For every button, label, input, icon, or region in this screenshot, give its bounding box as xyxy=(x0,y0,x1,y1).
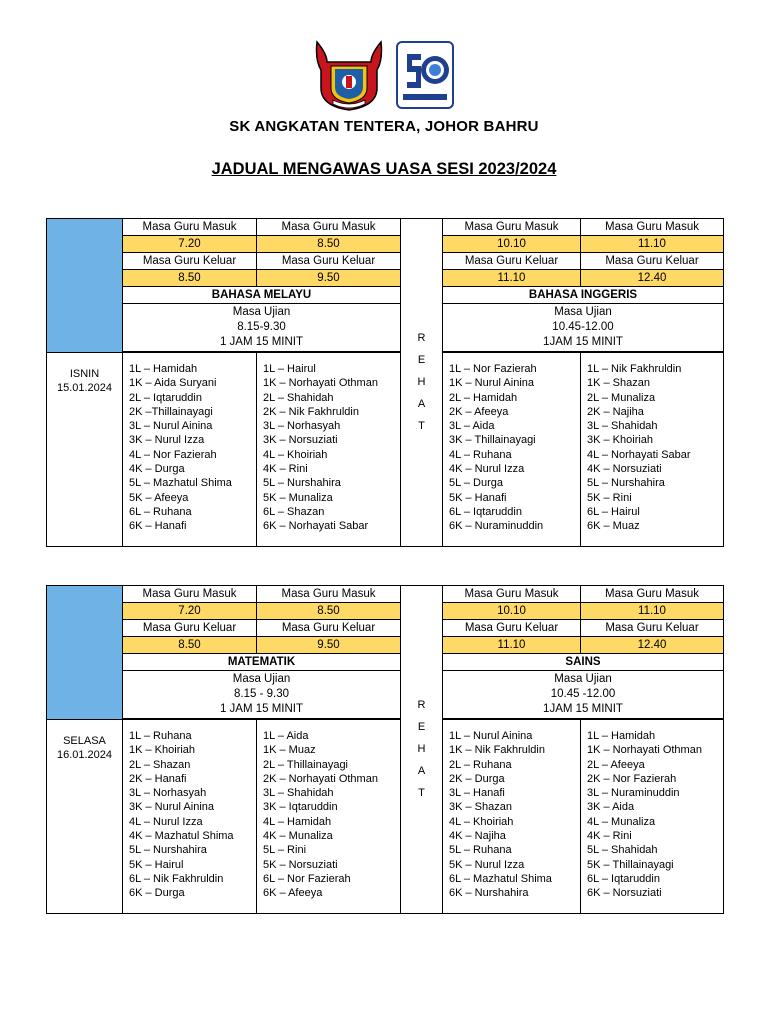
masuk-time: 7.20 xyxy=(123,603,257,620)
masa-masuk-label: Masa Guru Masuk xyxy=(443,219,581,236)
invigilator-entry: 4K – Mazhatul Shima xyxy=(129,830,234,843)
invigilator-entry: 2K – Norhayati Othman xyxy=(263,772,378,785)
invigilator-entry: 3L – Hanafi xyxy=(449,787,505,800)
invigilator-list xyxy=(123,720,256,913)
invigilator-entry: 5K – Hairul xyxy=(129,858,184,871)
invigilator-entry: 5K – Nurul Izza xyxy=(449,858,525,871)
masa-masuk-label: Masa Guru Masuk xyxy=(257,586,401,603)
invigilator-entry: 3K – Nurul Ainina xyxy=(129,801,214,814)
invigilator-column xyxy=(123,720,257,914)
masa-masuk-label: Masa Guru Masuk xyxy=(123,219,257,236)
invigilator-entry: 1K – Khoiriah xyxy=(129,744,196,757)
masa-keluar-label: Masa Guru Keluar xyxy=(443,620,581,637)
invigilator-entry: 6K – Norhayati Sabar xyxy=(263,520,369,533)
invigilator-entry: 6L – Shazan xyxy=(263,505,325,518)
invigilator-entry: 2L – Ruhana xyxy=(449,758,512,771)
masa-masuk-label: Masa Guru Masuk xyxy=(123,586,257,603)
invigilator-list xyxy=(123,353,256,546)
invigilator-entry: 1K – Norhayati Othman xyxy=(587,744,702,757)
invigilator-entry: 3K – Khoiriah xyxy=(587,434,654,447)
invigilator-entry: 1K – Nurul Ainina xyxy=(449,377,534,390)
invigilator-entry: 1L – Nik Fakhruldin xyxy=(587,363,682,375)
invigilator-entry: 4L – Khoiriah xyxy=(449,815,514,828)
invigilator-entry: 2K – Nor Fazierah xyxy=(587,772,677,785)
invigilator-entry: 1L – Aida xyxy=(263,730,309,742)
invigilator-entry: 2L – Iqtaruddin xyxy=(129,391,202,404)
exam-duration: 1 JAM 15 MINIT xyxy=(219,336,304,348)
invigilator-entry: 3K – Iqtaruddin xyxy=(263,801,338,814)
invigilator-entry: 5L – Durga xyxy=(449,477,504,490)
document-title xyxy=(0,160,768,179)
invigilator-entry: 6K – Durga xyxy=(129,887,185,900)
exam-duration: 1JAM 15 MINIT xyxy=(543,703,623,715)
invigilator-entry: 6L – Iqtaruddin xyxy=(587,872,660,885)
invigilator-entry: 5L – Nurshahira xyxy=(263,477,341,490)
exam-time-block xyxy=(443,304,724,352)
invigilator-column xyxy=(443,353,581,547)
day-cell xyxy=(47,720,123,914)
masa-keluar-label: Masa Guru Keluar xyxy=(257,253,401,270)
invigilator-list xyxy=(257,720,400,913)
invigilator-entry: 6L – Nik Fakhruldin xyxy=(129,872,224,885)
invigilator-list xyxy=(581,720,723,913)
invigilator-entry: 4K – Durga xyxy=(129,463,185,476)
invigilator-entry: 4L – Norhayati Sabar xyxy=(587,448,691,461)
invigilator-entry: 2K –Thillainayagi xyxy=(129,405,213,418)
masuk-time: 10.10 xyxy=(443,603,581,620)
invigilator-entry: 3K – Thillainayagi xyxy=(449,434,536,447)
invigilator-entry: 4K – Rini xyxy=(263,463,308,476)
invigilator-entry: 5K – Munaliza xyxy=(263,491,333,504)
invigilator-entry: 2K – Hanafi xyxy=(129,772,187,785)
day-cell xyxy=(47,353,123,547)
masa-keluar-label: Masa Guru Keluar xyxy=(257,620,401,637)
rehat-letter: T xyxy=(418,787,425,800)
subject-title: MATEMATIK xyxy=(123,654,401,671)
exam-time-block xyxy=(443,671,724,719)
invigilator-entry: 2K – Afeeya xyxy=(449,405,509,418)
masuk-time: 8.50 xyxy=(257,603,401,620)
rehat-column xyxy=(401,219,443,547)
day-date: 15.01.2024 xyxy=(56,382,113,394)
invigilator-entry: 1K – Muaz xyxy=(263,744,316,757)
invigilator-entry: 5L – Nurshahira xyxy=(587,477,665,490)
invigilator-entry: 1L – Ruhana xyxy=(129,730,192,742)
keluar-time: 11.10 xyxy=(443,270,581,287)
invigilator-entry: 6K – Norsuziati xyxy=(587,887,662,900)
invigilator-column xyxy=(257,353,401,547)
masa-ujian-label: Masa Ujian xyxy=(232,306,291,318)
day-name: SELASA xyxy=(63,735,106,747)
exam-time: 10.45 -12.00 xyxy=(550,688,616,700)
invigilator-entry: 6L – Ruhana xyxy=(129,505,192,518)
masa-masuk-label: Masa Guru Masuk xyxy=(257,219,401,236)
invigilator-entry: 1K – Shazan xyxy=(587,377,650,390)
invigilator-entry: 1K – Nik Fakhruldin xyxy=(449,744,545,757)
invigilator-entry: 4L – Hamidah xyxy=(263,815,332,828)
invigilator-entry: 3K – Shazan xyxy=(449,801,512,814)
invigilator-entry: 2L – Afeeya xyxy=(587,758,645,771)
rehat-letter: A xyxy=(417,765,426,778)
invigilator-entry: 5L – Mazhatul Shima xyxy=(129,477,232,490)
invigilator-entry: 5K – Afeeya xyxy=(129,491,189,504)
invigilator-entry: 5K – Norsuziati xyxy=(263,858,338,871)
masuk-time: 8.50 xyxy=(257,236,401,253)
masa-keluar-label: Masa Guru Keluar xyxy=(123,253,257,270)
masa-ujian-label: Masa Ujian xyxy=(232,673,291,685)
ministry-25-logo xyxy=(395,40,455,112)
invigilator-entry: 4K – Nurul Izza xyxy=(449,463,525,476)
keluar-time: 8.50 xyxy=(123,270,257,287)
invigilator-entry: 2L – Hamidah xyxy=(449,391,518,404)
invigilator-entry: 3K – Norsuziati xyxy=(263,434,338,447)
masa-keluar-label: Masa Guru Keluar xyxy=(581,253,724,270)
keluar-time: 8.50 xyxy=(123,637,257,654)
masa-keluar-label: Masa Guru Keluar xyxy=(581,620,724,637)
invigilator-entry: 3L – Nuraminuddin xyxy=(587,787,680,800)
day-header-blank xyxy=(47,219,123,353)
rehat-letter: E xyxy=(417,354,426,367)
invigilator-entry: 2K – Najiha xyxy=(587,405,644,418)
invigilator-entry: 6K – Muaz xyxy=(587,520,640,533)
keluar-time: 11.10 xyxy=(443,637,581,654)
subject-title: BAHASA MELAYU xyxy=(123,287,401,304)
masa-masuk-label: Masa Guru Masuk xyxy=(581,219,724,236)
invigilator-entry: 3L – Aida xyxy=(449,420,495,433)
invigilator-entry: 6K – Hanafi xyxy=(129,520,187,533)
invigilator-entry: 5K – Thillainayagi xyxy=(587,858,674,871)
masa-keluar-label: Masa Guru Keluar xyxy=(443,253,581,270)
invigilator-column xyxy=(581,353,724,547)
invigilator-entry: 2K – Nik Fakhruldin xyxy=(263,405,359,418)
exam-time: 8.15-9.30 xyxy=(237,321,286,333)
invigilator-column xyxy=(257,720,401,914)
invigilator-entry: 4K – Rini xyxy=(587,830,632,843)
invigilator-entry: 4L – Nor Fazierah xyxy=(129,448,217,461)
invigilator-entry: 4L – Khoiriah xyxy=(263,448,328,461)
invigilator-entry: 2L – Thillainayagi xyxy=(263,758,349,771)
invigilator-entry: 3K – Aida xyxy=(587,801,635,814)
school-crest-logo xyxy=(313,40,385,112)
school-name: SK ANGKATAN TENTERA, JOHOR BAHRU xyxy=(229,118,539,135)
invigilator-list xyxy=(443,353,580,546)
invigilator-entry: 3L – Norhasyah xyxy=(129,787,207,800)
invigilator-column xyxy=(123,353,257,547)
masa-keluar-label: Masa Guru Keluar xyxy=(123,620,257,637)
rehat-letter: A xyxy=(417,398,426,411)
masa-ujian-label: Masa Ujian xyxy=(554,673,612,685)
invigilator-entry: 5L – Shahidah xyxy=(587,844,658,857)
exam-time: 10.45-12.00 xyxy=(552,321,614,333)
invigilator-list xyxy=(581,353,723,546)
subject-title: SAINS xyxy=(443,654,724,671)
exam-time: 8.15 - 9.30 xyxy=(234,688,289,700)
exam-time-block xyxy=(123,304,401,352)
invigilator-entry: 6L – Nor Fazierah xyxy=(263,872,351,885)
day-date: 16.01.2024 xyxy=(56,749,113,761)
keluar-time: 9.50 xyxy=(257,270,401,287)
invigilator-entry: 3L – Nurul Ainina xyxy=(129,420,213,433)
invigilator-entry: 4K – Najiha xyxy=(449,830,506,843)
day-header-blank xyxy=(47,586,123,720)
invigilator-entry: 5L – Ruhana xyxy=(449,844,512,857)
rehat-letter: H xyxy=(417,376,426,389)
invigilator-entry: 1K – Aida Suryani xyxy=(129,377,217,390)
invigilator-list xyxy=(443,720,580,913)
invigilator-entry: 3L – Shahidah xyxy=(263,787,334,800)
invigilator-entry: 3L – Shahidah xyxy=(587,420,658,433)
masuk-time: 7.20 xyxy=(123,236,257,253)
invigilator-entry: 4K – Norsuziati xyxy=(587,463,662,476)
invigilator-entry: 6L – Iqtaruddin xyxy=(449,505,522,518)
invigilator-entry: 1K – Norhayati Othman xyxy=(263,377,378,390)
invigilator-entry: 1L – Hamidah xyxy=(129,363,198,375)
rehat-letter: T xyxy=(418,420,425,433)
invigilator-column xyxy=(581,720,724,914)
masa-masuk-label: Masa Guru Masuk xyxy=(443,586,581,603)
invigilator-entry: 2L – Shazan xyxy=(129,758,191,771)
invigilator-entry: 6K – Afeeya xyxy=(263,887,323,900)
invigilator-entry: 6K – Nurshahira xyxy=(449,887,529,900)
invigilator-entry: 5L – Rini xyxy=(263,844,307,857)
invigilator-entry: 2L – Munaliza xyxy=(587,391,656,404)
keluar-time: 9.50 xyxy=(257,637,401,654)
invigilator-entry: 3K – Nurul Izza xyxy=(129,434,205,447)
rehat-letter: R xyxy=(417,332,426,345)
header-logos xyxy=(0,40,768,112)
invigilator-list xyxy=(257,353,400,546)
document-title-text: JADUAL MENGAWAS UASA SESI 2023/2024 xyxy=(211,160,557,178)
rehat-letter: E xyxy=(417,721,426,734)
rehat-letter: H xyxy=(417,743,426,756)
subject-title: BAHASA INGGERIS xyxy=(443,287,724,304)
invigilator-entry: 4K – Munaliza xyxy=(263,830,333,843)
invigilator-entry: 1L – Nor Fazierah xyxy=(449,363,537,375)
invigilator-column xyxy=(443,720,581,914)
invigilator-entry: 4L – Ruhana xyxy=(449,448,512,461)
schedule-table-isnin xyxy=(46,218,724,547)
schedule-table-selasa xyxy=(46,585,724,914)
invigilator-entry: 2K – Durga xyxy=(449,772,505,785)
invigilator-entry: 6L – Hairul xyxy=(587,505,640,518)
rehat-letter: R xyxy=(417,699,426,712)
invigilator-entry: 6K – Nuraminuddin xyxy=(449,520,544,533)
exam-duration: 1 JAM 15 MINIT xyxy=(219,703,304,715)
keluar-time: 12.40 xyxy=(581,637,724,654)
invigilator-entry: 6L – Mazhatul Shima xyxy=(449,872,552,885)
invigilator-entry: 4L – Nurul Izza xyxy=(129,815,203,828)
exam-duration: 1JAM 15 MINIT xyxy=(543,336,623,348)
masa-masuk-label: Masa Guru Masuk xyxy=(581,586,724,603)
invigilator-entry: 1L – Hamidah xyxy=(587,730,656,742)
invigilator-entry: 5L – Nurshahira xyxy=(129,844,207,857)
invigilator-entry: 5K – Rini xyxy=(587,491,632,504)
masuk-time: 10.10 xyxy=(443,236,581,253)
invigilator-entry: 3L – Norhasyah xyxy=(263,420,341,433)
invigilator-entry: 1L – Hairul xyxy=(263,363,316,375)
invigilator-entry: 2L – Shahidah xyxy=(263,391,334,404)
invigilator-entry: 5K – Hanafi xyxy=(449,491,507,504)
invigilator-entry: 4L – Munaliza xyxy=(587,815,656,828)
exam-time-block xyxy=(123,671,401,719)
day-name: ISNIN xyxy=(69,368,100,380)
masuk-time: 11.10 xyxy=(581,603,724,620)
keluar-time: 12.40 xyxy=(581,270,724,287)
masuk-time: 11.10 xyxy=(581,236,724,253)
rehat-column xyxy=(401,586,443,914)
masa-ujian-label: Masa Ujian xyxy=(554,306,612,318)
invigilator-entry: 1L – Nurul Ainina xyxy=(449,730,533,742)
